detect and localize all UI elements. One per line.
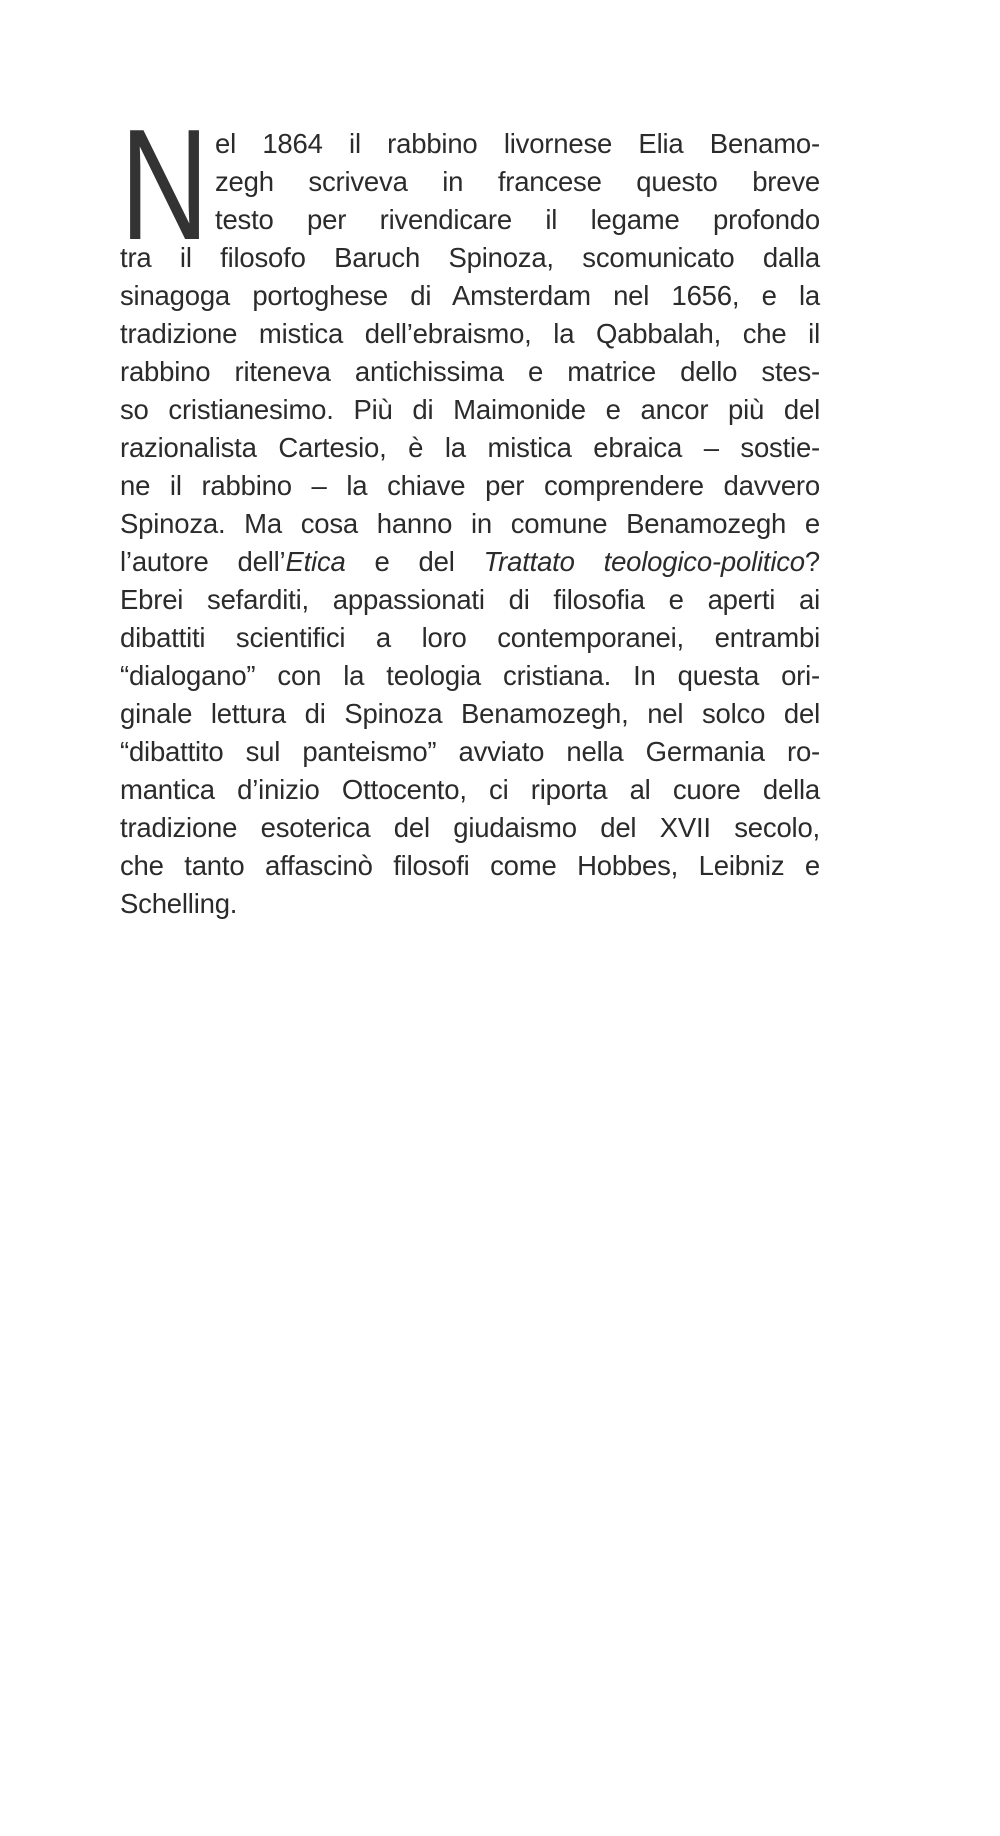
text-line: tra il filosofo Baruch Spinoza, scomunicato dalla <box>120 242 820 273</box>
text-line: tradizione mistica dell’ebraismo, la Qabbalah, che il <box>120 318 820 349</box>
text-line: “dialogano” con la teologia cristiana. In questa ori- <box>120 660 820 691</box>
blurb-paragraph <box>120 97 820 923</box>
text-fragment: e del <box>345 546 484 577</box>
text-line-with-titles <box>120 543 820 581</box>
drop-cap: N <box>120 97 210 273</box>
text-line: Spinoza. Ma cosa hanno in comune Benamozegh e <box>120 508 820 539</box>
text-line: ne il rabbino – la chiave per comprendere davvero <box>120 470 820 501</box>
text-line: dibattiti scientifici a loro contemporanei, entrambi <box>120 622 820 653</box>
text-line: “dibattito sul panteismo” avviato nella Germania ro- <box>120 736 820 767</box>
text-line: razionalista Cartesio, è la mistica ebraica – sostie- <box>120 432 820 463</box>
text-line: so cristianesimo. Più di Maimonide e ancor più del <box>120 394 820 425</box>
text-line: tradizione esoterica del giudaismo del XVII secolo, <box>120 812 820 843</box>
text-line: Schelling. <box>120 888 238 919</box>
text-line: sinagoga portoghese di Amsterdam nel 1656, e la <box>120 280 820 311</box>
text-line: rabbino riteneva antichissima e matrice dello stes- <box>120 356 820 387</box>
book-title-trattato: Trattato teologico-politico <box>483 546 805 577</box>
text-line: zegh scriveva in francese questo breve <box>215 166 820 197</box>
text-fragment: ? <box>804 546 820 577</box>
text-line: Ebrei sefarditi, appassionati di filosofia e aperti ai <box>120 584 820 615</box>
text-line: testo per rivendicare il legame profondo <box>215 204 820 235</box>
book-title-etica: Etica <box>285 546 346 577</box>
text-line: ginale lettura di Spinoza Benamozegh, nel solco del <box>120 698 820 729</box>
text-line: el 1864 il rabbino livornese Elia Benamo- <box>215 128 820 159</box>
text-fragment: l’autore dell’ <box>120 546 286 577</box>
text-line: mantica d’inizio Ottocento, ci riporta al cuore della <box>120 774 820 805</box>
text-line: che tanto affascinò filosofi come Hobbes, Leibniz e <box>120 850 820 881</box>
